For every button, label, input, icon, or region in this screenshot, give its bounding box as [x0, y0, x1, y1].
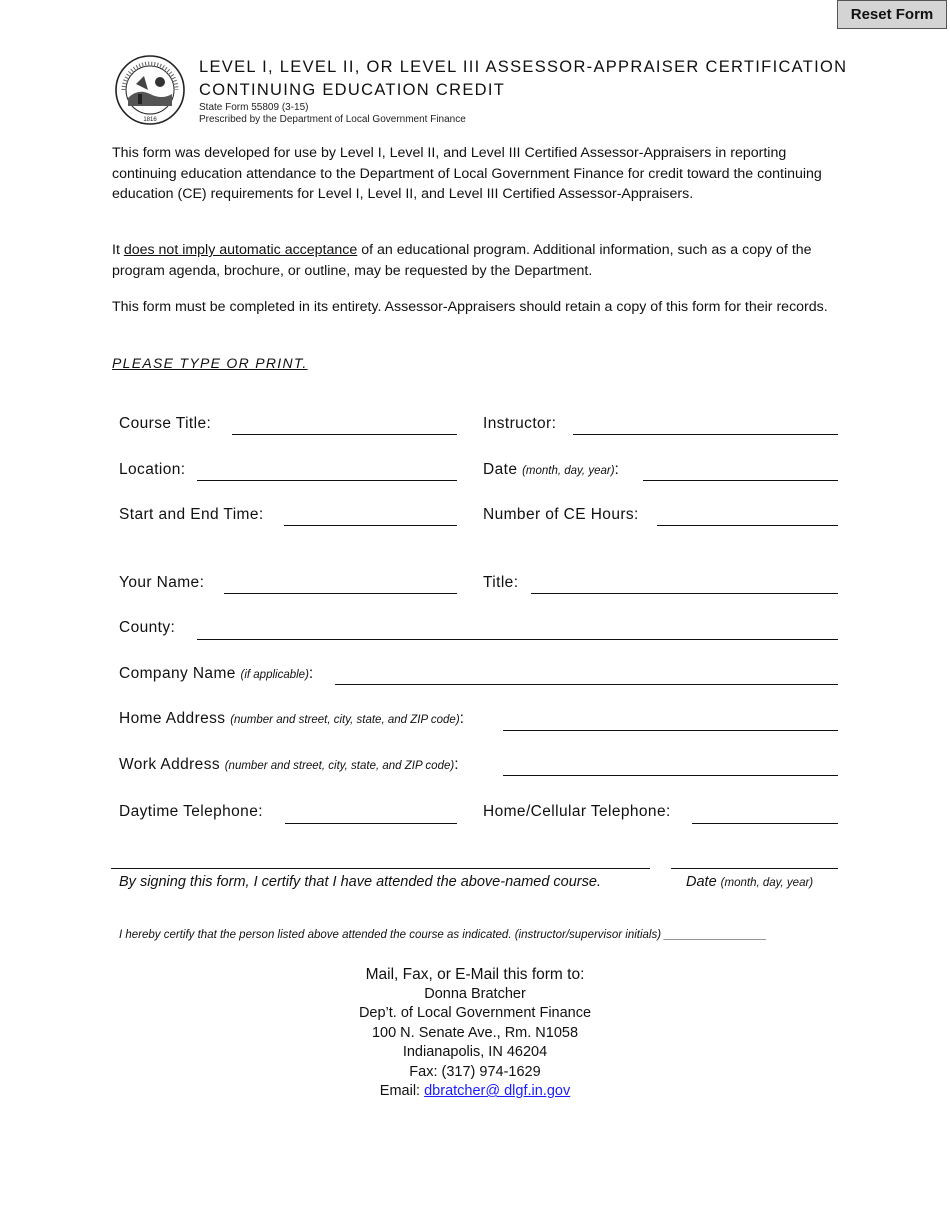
intro-paragraph-3: This form must be completed in its entirety. Assessor-Appraisers should retain a copy of this form for their records. [112, 299, 828, 315]
instructor-certification: I hereby certify that the person listed above attended the course as indicated. (instructor/supervisor initials) ________________ [119, 929, 767, 941]
prescribed-by: Prescribed by the Department of Local Government Finance [199, 114, 466, 125]
home-cell-phone-field[interactable] [692, 823, 838, 824]
no-auto-acceptance-text: does not imply automatic acceptance [123, 242, 358, 258]
daytime-phone-label: Daytime Telephone: [119, 803, 263, 820]
title-line-1: LEVEL I, LEVEL II, OR LEVEL III ASSESSOR-APPRAISER CERTIFICATION [199, 58, 848, 76]
signature-date-field[interactable] [671, 868, 838, 869]
title-label: Title: [483, 574, 519, 591]
mailing-email-line: Email: dbratcher@ dlgf.in.gov [379, 1083, 571, 1099]
signature-date-label: Date (month, day, year) [686, 874, 814, 890]
state-seal-icon [114, 54, 186, 126]
type-or-print-notice: PLEASE TYPE OR PRINT. [112, 355, 308, 371]
company-name-field[interactable] [335, 684, 838, 685]
mailing-dept: Dep’t. of Local Government Finance [358, 1005, 592, 1021]
start-end-time-label: Start and End Time: [119, 506, 264, 523]
course-date-label: Date (month, day, year): [483, 461, 620, 478]
ce-hours-label: Number of CE Hours: [483, 506, 639, 523]
daytime-phone-field[interactable] [285, 823, 457, 824]
intro-paragraph-2: It does not imply automatic acceptance of an educational program. Additional information, such as a copy of the program agenda, brochure, or outline, may be requested by the Department. [112, 242, 812, 279]
email-link[interactable]: dbratcher@ dlgf.in.gov [424, 1083, 571, 1099]
home-address-field[interactable] [503, 730, 838, 731]
company-name-label: Company Name (if applicable): [119, 665, 314, 682]
ce-hours-field[interactable] [657, 525, 838, 526]
signature-statement: By signing this form, I certify that I have attended the above-named course. [119, 874, 601, 890]
mailing-info [300, 965, 650, 1102]
home-cell-phone-label: Home/Cellular Telephone: [483, 803, 671, 820]
course-date-field[interactable] [643, 480, 838, 481]
mailing-name: Donna Bratcher [424, 985, 526, 1002]
title-field[interactable] [531, 593, 838, 594]
form-title [199, 56, 847, 102]
mailing-heading: Mail, Fax, or E-Mail this form to: [365, 966, 585, 983]
work-address-field[interactable] [503, 775, 838, 776]
county-label: County: [119, 619, 176, 636]
title-line-2: CONTINUING EDUCATION CREDIT [199, 81, 506, 99]
your-name-field[interactable] [224, 593, 457, 594]
form-subinfo [199, 102, 466, 126]
instructor-label: Instructor: [483, 415, 557, 432]
county-field[interactable] [197, 639, 838, 640]
location-field[interactable] [197, 480, 457, 481]
home-address-label: Home Address (number and street, city, state, and ZIP code): [119, 710, 465, 727]
your-name-label: Your Name: [119, 574, 205, 591]
instructor-field[interactable] [573, 434, 838, 435]
mailing-street: 100 N. Senate Ave., Rm. N1058 [371, 1024, 579, 1041]
mailing-fax: Fax: (317) 974-1629 [409, 1063, 541, 1080]
form-number: State Form 55809 (3-15) [199, 102, 309, 113]
start-end-time-field[interactable] [284, 525, 457, 526]
mailing-city: Indianapolis, IN 46204 [402, 1044, 548, 1060]
work-address-label: Work Address (number and street, city, state, and ZIP code): [119, 756, 459, 773]
course-title-field[interactable] [232, 434, 457, 435]
reset-form-button[interactable]: Reset Form [837, 0, 947, 29]
location-label: Location: [119, 461, 186, 478]
intro-paragraph-1: This form was developed for use by Level I, Level II, and Level III Certified Assessor-Appraisers in reporting continuing education attendance to the Department of Local Government Finance for credit toward the continuing education (CE) requirements for Level I, Level II, and Level III Certified Assessor-Appraisers. [112, 145, 822, 202]
seal-year: 1816 [143, 117, 157, 123]
course-title-label: Course Title: [119, 415, 212, 432]
signature-field[interactable] [111, 868, 650, 869]
